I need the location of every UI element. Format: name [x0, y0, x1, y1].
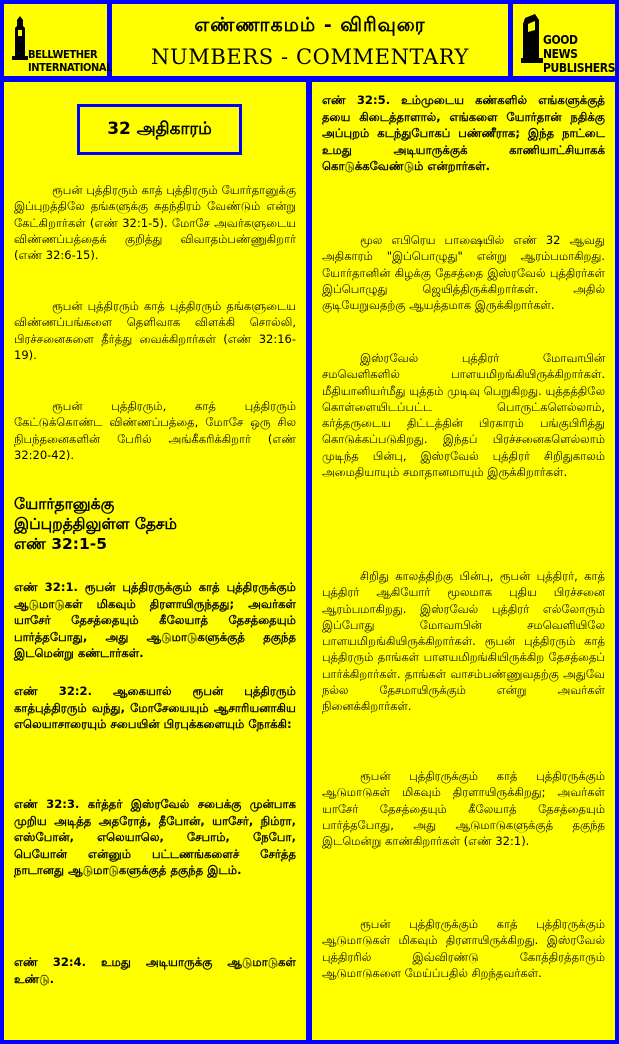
title-tamil: எண்ணாகமம் - விரிவுரை [194, 14, 426, 36]
section-heading-line3: எண் 32:1-5 [14, 535, 107, 553]
logo-left-line1: BELLWETHER [28, 48, 98, 61]
good-news-icon [521, 14, 543, 66]
logo-right-text [543, 33, 615, 75]
commentary-paragraph-5: ரூபன் புத்திரருக்கும் காத் புத்திரருக்கும் ஆடுமாடுகள் மிகவும் திரளாயிருக்கிறது. இஸ்ரவேல் புத்திரரில் இவ்விரண்டு கோத்திரத்தாரும் ஆடுமாடுகளை மேய்ப்பதில் சிறந்தவர்கள். [322, 917, 605, 980]
commentary-paragraph-2: இஸ்ரவேல் புத்திரர் மோவாபின் சமவெளிகளில் பாளயமிறங்கியிருக்கிறார்கள். மீதியானியர்மீது யுத்தம் முடிவு பெறுகிறது. யுத்தத்திலே கொள்ளையிடப்பட்ட பொருட்களெல்லாம், கர்த்தருடைய திட்டத்தின் பிரகாரம் பங்குபிரித்து கொடுக்கப்படுகிறது. இந்தப் பிரச்சனைகளெல்லாம் முடிந்த பின்பு, இஸ்ரவேல் புத்திரர் சிறிதுகாலம் அமைதியாயும் சமாதானமாயும் இருக்கிறார்கள். [322, 351, 605, 480]
right-column [312, 82, 615, 1040]
section-heading [14, 494, 296, 554]
commentary-paragraph-1: மூல எபிரெய பாஷையில் எண் 32 ஆவது அதிகாரம் "இப்பொழுது" என்று ஆரம்பமாகிறது. யோர்தானின் கிழக்கு தேசத்தை இஸ்ரவேல் புத்திரர்கள் இப்பொழுது ஜெயித்திருக்கிறார்கள். அதில் குடியேறுவதற்கு ஆயத்தமாக இருக்கிறார்கள். [322, 233, 605, 313]
logo-left-line2: INTERNATIONAL [28, 61, 113, 74]
summary-paragraph-2: ரூபன் புத்திரரும் காத் புத்திரரும் தங்களுடைய விண்ணப்பங்களை தெளிவாக விளக்கி சொல்லி, பிரச்சனைகளை தீர்த்து வைக்கிறார்கள் (எண் 32:16-19). [14, 299, 296, 362]
verse-32-3: எண் 32:3. கர்த்தர் இஸ்ரவேல் சபைக்கு முன்பாக முறிய அடித்த அதரோத், தீபோன், யாசேர், நிம்ரா, எஸ்போன், எலெயாலெ, சேபாம், நேபோ, பெயோன் என்னும் பட்டணங்களைச் சேர்த்த நாடானது ஆடுமாடுகளுக்குத் தகுந்த இடம். [14, 797, 296, 878]
commentary-paragraph-3: சிறிது காலத்திற்கு பின்பு, ரூபன் புத்திரர், காத் புத்திரர் ஆகியோர் மூலமாக புதிய பிரச்சனை ஆரம்பமாகிறது. இஸ்ரவேல் புத்திரர் எல்லோரும் இப்போது மோவாபின் சமவெளியிலே பாளயமிறங்கியிருக்கிறார்கள். ரூபன் புத்திரரும் காத் புத்திரரும் தாங்கள் பாளயமிறங்கியிருக்கிற தேசத்தைப் பார்க்கிறார்கள். தாங்கள் வாசம்பண்ணுவதற்கு அதுவே நல்ல தேசமாயிருக்கும் என்று அவர்கள் நினைக்கிறார்கள். [322, 569, 605, 714]
logo-right-line1: GOOD NEWS [543, 33, 578, 61]
logo-right [513, 4, 615, 76]
logo-left [4, 4, 113, 76]
left-column [4, 82, 306, 1040]
summary-paragraph-1: ரூபன் புத்திரரும் காத் புத்திரரும் யோர்தானுக்கு இப்புறத்திலே தங்களுக்கு சுதந்திரம் வேண்டும் என்று கேட்கிறார்கள் (எண் 32:1-5). மோசே அவர்களுடைய விண்ணப்பத்தைக் குறித்து விவாதம்பண்ணுகிறார் (எண் 32:6-15). [14, 183, 296, 263]
verse-32-4: எண் 32:4. உமது அடியாருக்கு ஆடுமாடுகள் உண்டு. [14, 955, 296, 986]
bellwether-icon [12, 16, 28, 60]
commentary-paragraph-4: ரூபன் புத்திரருக்கும் காத் புத்திரருக்கும் ஆடுமாடுகள் மிகவும் திரளாயிருக்கிறது; அவர்கள் யாசேர் தேசத்தையும் கீலேயாத் தேசத்தையும் பார்த்தபோது, அது ஆடுமாடுகளுக்குத் தகுந்த இடமென்று காண்கிறார்கள் (எண் 32:1). [322, 769, 605, 849]
title-english: NUMBERS - COMMENTARY [150, 45, 470, 69]
logo-right-line2: PUBLISHERS [543, 61, 616, 75]
summary-paragraph-3: ரூபன் புத்திரரும், காத் புத்திரரும் கேட்டுக்கொண்ட விண்ணப்பத்தை, மோசே ஒரு சில நிபந்தனைகளின் பேரில் அங்கீகரிக்கிறார் (எண் 32:20-42). [14, 399, 296, 462]
chapter-title: 32 அதிகாரம் [77, 104, 242, 155]
verse-32-2: எண் 32:2. ஆகையால் ரூபன் புத்திரரும் காத்புத்திரரும் வந்து, மோசேயையும் ஆசாரியனாகிய எலெயாசாரையும் சபையின் பிரபுக்களையும் நோக்கி: [14, 684, 296, 732]
section-heading-line1: யோர்தானுக்கு [14, 495, 115, 513]
section-heading-line2: இப்புறத்திலுள்ள தேசம் [14, 515, 177, 533]
verse-32-1: எண் 32:1. ரூபன் புத்திரருக்கும் காத் புத்திரருக்கும் ஆடுமாடுகள் மிகவும் திரளாயிருந்தது; அவர்கள் யாசேர் தேசத்தையும் கீலேயாத் தேசத்தையும் பார்த்தபோது, அது ஆடுமாடுகளுக்குத் தகுந்த இடமென்று கண்டார்கள். [14, 580, 296, 661]
title-box [112, 4, 508, 76]
logo-left-text [28, 48, 112, 74]
verse-32-5: எண் 32:5. உம்முடைய கண்களில் எங்களுக்குத் தயை கிடைத்தாளால், எங்களை யோர்தான் நதிக்கு அப்புறம் கடந்துபோகப் பண்ணீராக; இந்த நாட்டை உமது அடியாருக்குக் காணியாட்சியாகக் கொடுக்கவேண்டும் என்றார்கள். [322, 93, 605, 174]
